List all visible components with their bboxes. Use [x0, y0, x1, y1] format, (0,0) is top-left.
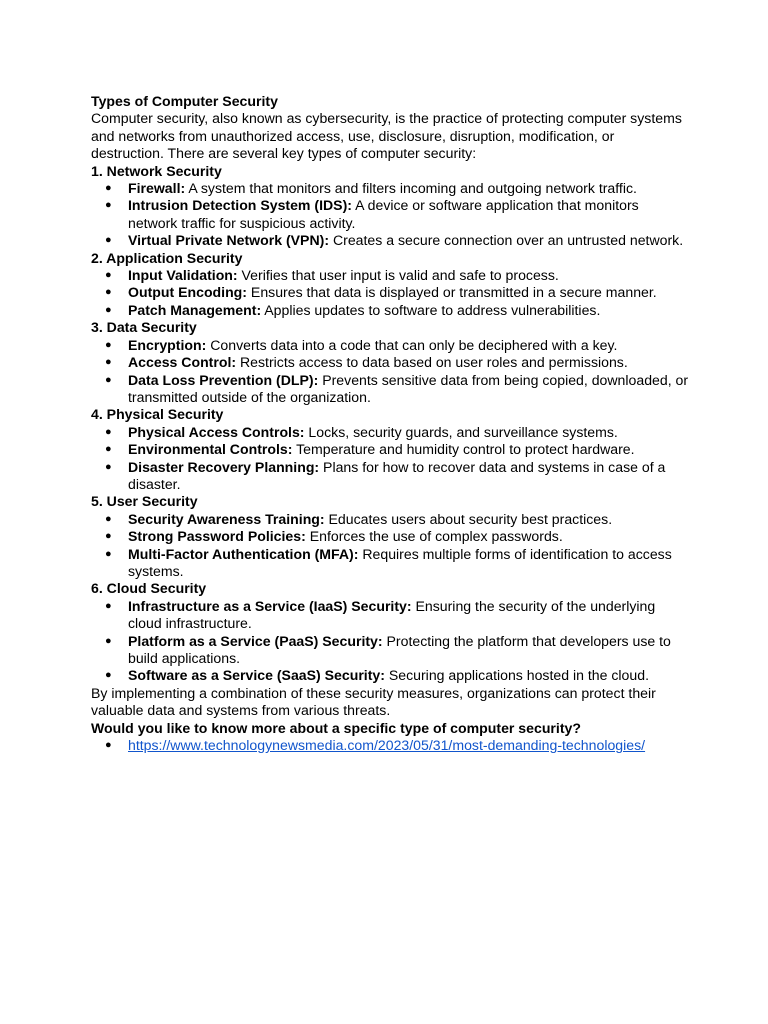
item-description: A device or software application that monitors network traffic for suspicious activity.	[128, 197, 639, 231]
link-list	[91, 737, 691, 754]
section-physical-security	[91, 406, 691, 493]
bullet-icon: ●	[105, 338, 112, 351]
item-description: Plans for how to recover data and systems in case of a disaster.	[128, 458, 666, 492]
section-application-security	[91, 250, 691, 320]
item-term: Multi-Factor Authentication (MFA):	[128, 545, 359, 562]
bullet-icon: ●	[105, 356, 112, 369]
list-item	[91, 667, 691, 684]
item-description: Creates a secure connection over an untrusted network.	[329, 232, 684, 249]
list-item	[91, 284, 691, 301]
item-description: Converts data into a code that can only be deciphered with a key.	[206, 336, 618, 353]
followup-question: Would you like to know more about a specific type of computer security?	[91, 719, 581, 736]
list-item	[91, 267, 691, 284]
item-term: Physical Access Controls:	[128, 423, 305, 440]
section-heading: 2. Application Security	[91, 249, 243, 266]
bullet-list	[91, 511, 691, 581]
bullet-list	[91, 424, 691, 494]
list-item	[91, 232, 691, 249]
item-term: Strong Password Policies:	[128, 528, 306, 545]
item-description: Ensuring the security of the underlying cloud infrastructure.	[128, 597, 656, 632]
bullet-list	[91, 267, 691, 319]
list-item	[91, 302, 691, 319]
reference-link[interactable]: https://www.technologynewsmedia.com/2023/05/31/most-demanding-technologies/	[128, 737, 646, 754]
item-term: Output Encoding:	[128, 284, 247, 301]
list-item	[91, 424, 691, 441]
item-term: Intrusion Detection System (IDS):	[128, 197, 352, 214]
section-network-security	[91, 163, 691, 250]
section-heading: 1. Network Security	[91, 162, 222, 179]
item-description: Educates users about security best practices.	[324, 510, 613, 527]
list-item	[91, 546, 691, 581]
section-heading: 3. Data Security	[91, 319, 197, 336]
bullet-icon: ●	[105, 199, 112, 212]
bullet-icon: ●	[105, 443, 112, 456]
list-item	[91, 372, 691, 407]
bullet-icon: ●	[105, 669, 112, 682]
item-description: Temperature and humidity control to protect hardware.	[292, 441, 635, 458]
list-item	[91, 337, 691, 354]
bullet-icon: ●	[105, 373, 112, 386]
item-description: Restricts access to data based on user roles and permissions.	[236, 354, 628, 371]
list-item	[91, 511, 691, 528]
section-data-security	[91, 319, 691, 406]
item-term: Data Loss Prevention (DLP):	[128, 371, 319, 388]
intro-paragraph: Computer security, also known as cybersecurity, is the practice of protecting computer systems and networks from unauthorized access, use, disclosure, disruption, modification, or destruction. There are several key types of computer security:	[91, 110, 682, 162]
item-description: Requires multiple forms of identification to access systems.	[128, 545, 672, 579]
list-item	[91, 197, 691, 232]
bullet-list	[91, 337, 691, 407]
item-term: Infrastructure as a Service (IaaS) Security:	[128, 597, 412, 614]
item-description: Applies updates to software to address vulnerabilities.	[261, 301, 601, 318]
item-term: Software as a Service (SaaS) Security:	[128, 667, 385, 684]
item-term: Platform as a Service (PaaS) Security:	[128, 632, 383, 649]
item-term: Encryption:	[128, 336, 207, 353]
section-heading: 4. Physical Security	[91, 406, 224, 423]
item-term: Virtual Private Network (VPN):	[128, 232, 330, 249]
bullet-list	[91, 180, 691, 250]
item-term: Patch Management:	[128, 301, 262, 318]
item-description: Ensures that data is displayed or transmitted in a secure manner.	[247, 284, 657, 301]
item-description: A system that monitors and filters incoming and outgoing network traffic.	[185, 180, 637, 197]
bullet-list	[91, 598, 691, 685]
conclusion-paragraph: By implementing a combination of these security measures, organizations can protect their valuable data and systems from various threats.	[91, 684, 656, 719]
bullet-icon: ●	[105, 286, 112, 299]
item-term: Access Control:	[128, 354, 237, 371]
item-description: Locks, security guards, and surveillance systems.	[304, 423, 618, 440]
document-page	[91, 93, 691, 754]
sections-container	[91, 163, 691, 685]
bullet-icon: ●	[105, 512, 112, 525]
list-item	[91, 737, 691, 754]
list-item	[91, 459, 691, 494]
list-item	[91, 528, 691, 545]
bullet-icon: ●	[105, 739, 112, 752]
item-description: Protecting the platform that developers use to build applications.	[128, 632, 671, 666]
item-description: Securing applications hosted in the cloud.	[384, 667, 649, 684]
item-description: Verifies that user input is valid and safe to process.	[237, 267, 559, 284]
section-user-security	[91, 493, 691, 580]
list-item	[91, 354, 691, 371]
item-description: Prevents sensitive data from being copied, downloaded, or transmitted outside of the organization.	[128, 371, 689, 405]
bullet-icon: ●	[105, 530, 112, 543]
list-item	[91, 441, 691, 458]
bullet-icon: ●	[105, 425, 112, 438]
item-term: Firewall:	[128, 180, 186, 197]
bullet-icon: ●	[105, 599, 112, 612]
bullet-icon: ●	[105, 234, 112, 247]
document-title: Types of Computer Security	[91, 93, 278, 109]
item-term: Disaster Recovery Planning:	[128, 458, 320, 475]
list-item	[91, 180, 691, 197]
bullet-icon: ●	[105, 547, 112, 560]
item-term: Environmental Controls:	[128, 441, 293, 458]
bullet-icon: ●	[105, 460, 112, 473]
item-term: Security Awareness Training:	[128, 510, 325, 527]
item-description: Enforces the use of complex passwords.	[305, 528, 563, 545]
section-heading: 6. Cloud Security	[91, 580, 207, 597]
bullet-icon: ●	[105, 182, 112, 195]
bullet-icon: ●	[105, 303, 112, 316]
bullet-icon: ●	[105, 269, 112, 282]
list-item	[91, 633, 691, 668]
section-cloud-security	[91, 580, 691, 684]
bullet-icon: ●	[105, 634, 112, 647]
section-heading: 5. User Security	[91, 493, 198, 510]
item-term: Input Validation:	[128, 267, 238, 284]
list-item	[91, 598, 691, 633]
